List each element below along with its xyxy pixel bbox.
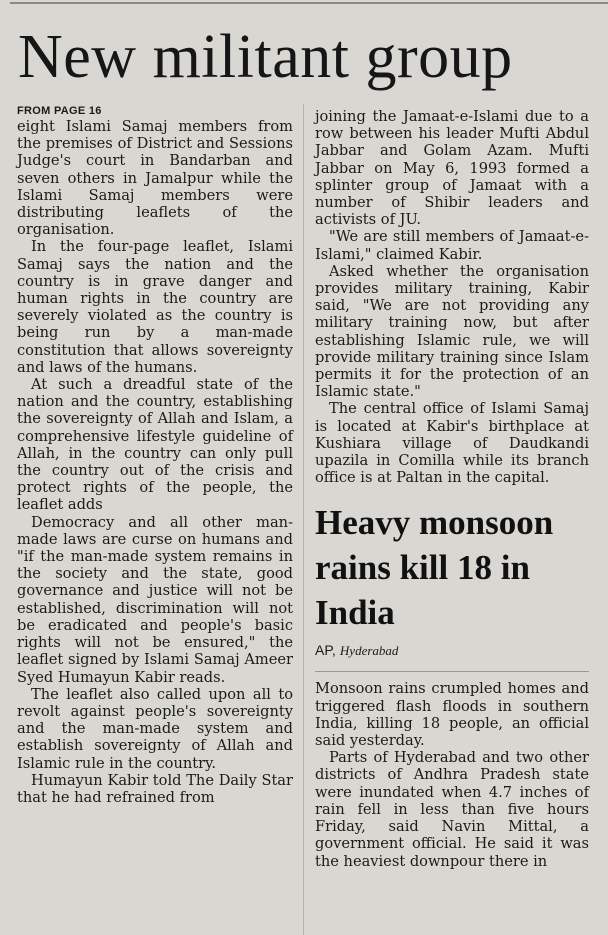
article-paragraph: joining the Jamaat-e-Islami due to a row between his leader Mufti Abdul Jabbar and Golam Azam. Mufti Jabbar on May 6, 1993 formed a splinter group of Jamaat with a number of Shibir leaders and activists of JU.	[315, 108, 589, 229]
main-headline: New militant group	[18, 23, 513, 91]
second-story-headline: Heavy monsoon rains kill 18 in India	[315, 503, 554, 633]
article-paragraph: In the four-page leaflet, Islami Samaj says the nation and the country is in grave danger and human rights in the country are severely violated as the country is being run by a man-made constitution that allows sovereignty and laws of the humans.	[17, 238, 293, 376]
article-paragraph: "We are still members of Jamaat-e-Islami," claimed Kabir.	[315, 228, 589, 263]
article-paragraph: eight Islami Samaj members from the premises of District and Sessions Judge's court in Bandarban and seven others in Jamalpur while the Islami Samaj members were distributing leaflets of the organisation.	[17, 118, 293, 239]
dateline-rule	[315, 671, 589, 672]
dateline-city: Hyderabad	[339, 643, 399, 659]
article-paragraph: Humayun Kabir told The Daily Star that he had refrained from	[17, 771, 293, 806]
right-column	[315, 108, 589, 870]
dateline	[315, 641, 589, 661]
agency-credit: AP,	[315, 642, 336, 659]
article-paragraph: The central office of Islami Samaj is located at Kabir's birthplace at Kushiara village of Daudkandi upazila in Comilla while its branch office is at Paltan in the capital.	[315, 400, 589, 487]
article-paragraph: Democracy and all other man-made laws are curse on humans and "if the man-made system remains in the society and the state, good governance and justice will not be established, discrimination will not be eradicated and people's basic rights will not be ensured," the leaflet signed by Islami Samaj Ameer Syed Humayun Kabir reads.	[17, 513, 293, 686]
article-paragraph: Parts of Hyderabad and two other districts of Andhra Pradesh state were inundated when 4.7 inches of rain fell in less than five hours Friday, said Navin Mittal, a government official. He said it was the heaviest downpour there in	[315, 749, 589, 870]
article-paragraph: Asked whether the organisation provides military training, Kabir said, "We are not providing any military training now, but after establishing Islamic rule, we will provide military training since Islam permits it for the protection of an Islamic state."	[315, 262, 589, 401]
article-paragraph: At such a dreadful state of the nation and the country, establishing the sovereignty of Allah and Islam, a comprehensive lifestyle guideline of Allah, in the country can only pull the country out of the crisis and protect rights of the people, the leaflet adds	[17, 376, 293, 514]
left-column	[17, 104, 293, 806]
article-paragraph: The leaflet also called upon all to revolt against people's sovereignty and the man-made system and establish sovereignty of Allah and Islamic rule in the country.	[17, 685, 293, 772]
from-page-label: FROM PAGE 16	[17, 105, 102, 117]
article-paragraph: Monsoon rains crumpled homes and triggered flash floods in southern India, killing 18 people, an official said yesterday.	[315, 680, 589, 750]
column-divider	[303, 104, 304, 935]
top-rule	[10, 2, 608, 4]
